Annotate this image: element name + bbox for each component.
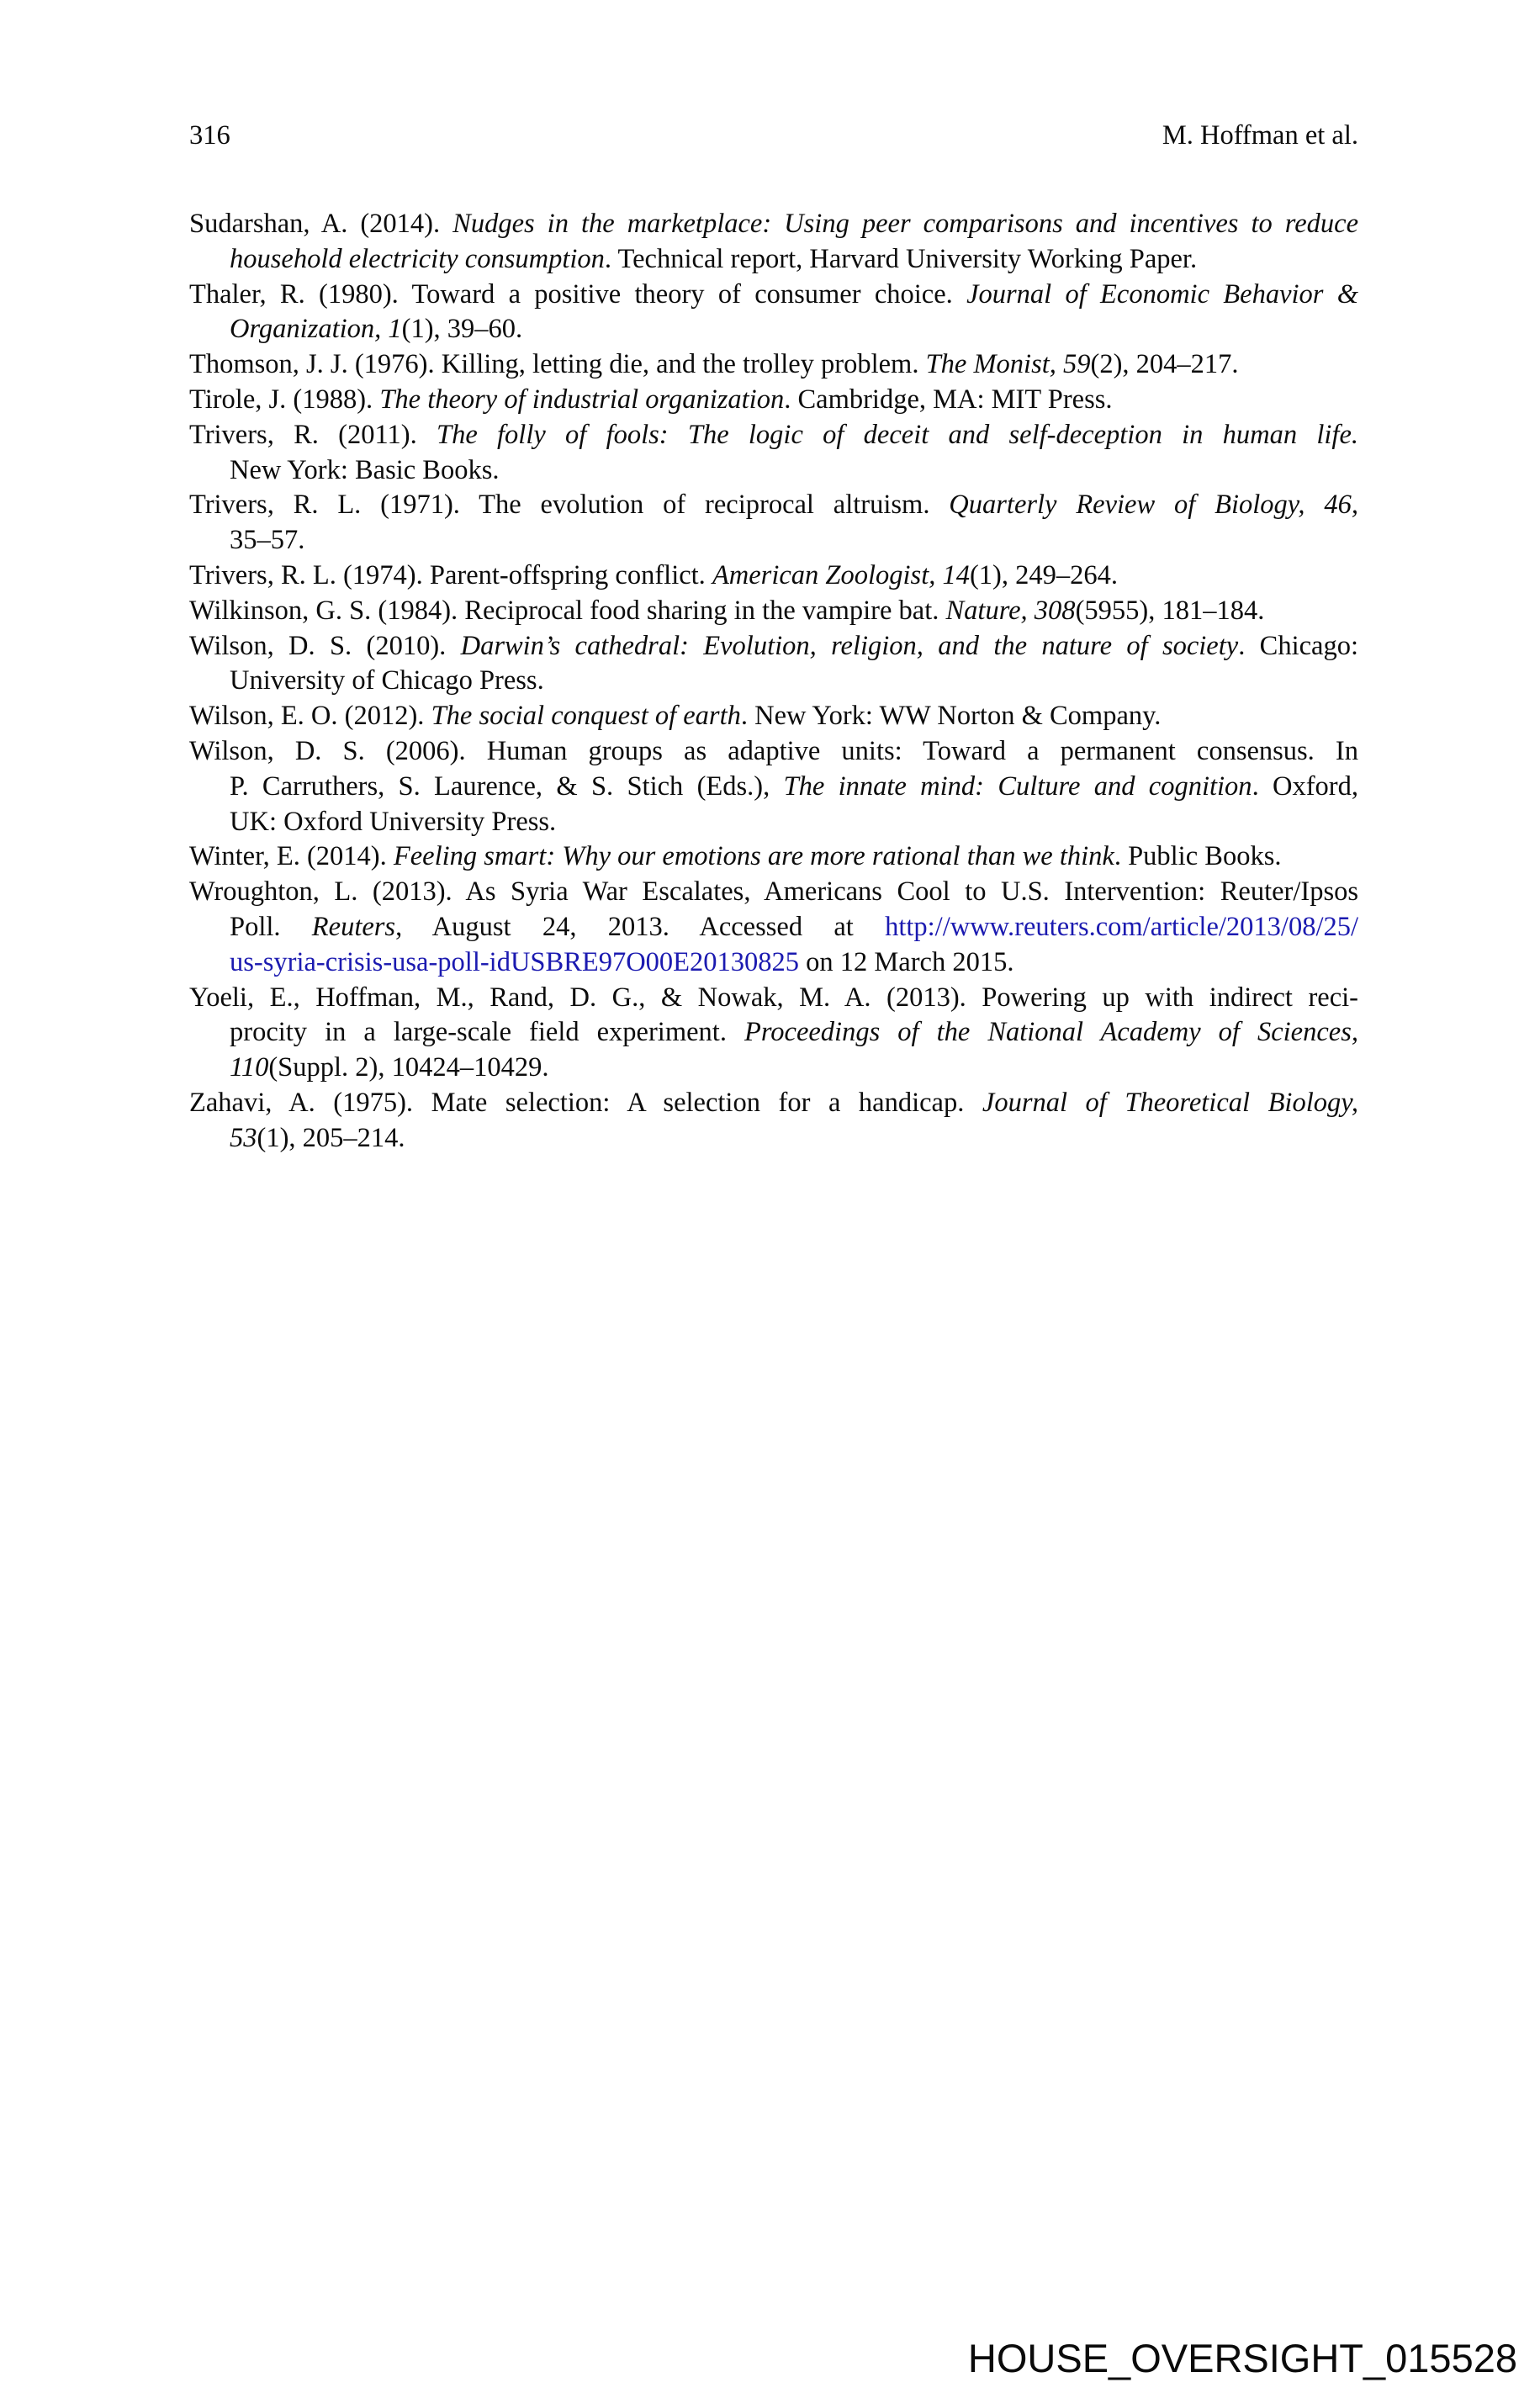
reference-text: Yoeli, E., Hoffman, M., Rand, D. G., & Nowak, M. A. (2013). Powering up with indirect reci- [189, 982, 1358, 1013]
reference-text: procity in a large-scale field experiment. [230, 1017, 744, 1048]
reference-italic-text: The theory of industrial organization [379, 384, 785, 415]
reference-entry [189, 559, 1358, 594]
reference-line [189, 629, 1358, 664]
reference-line [189, 910, 1358, 945]
reference-entry [189, 418, 1358, 489]
reference-text: Trivers, R. (2011). [189, 419, 437, 450]
reference-text: Wroughton, L. (2013). As Syria War Escalates, Americans Cool to U.S. Intervention: Reuter/Ipsos [189, 876, 1358, 908]
reference-text: 35–57. [230, 525, 305, 556]
reference-line [189, 770, 1358, 805]
reference-text: Poll. [230, 911, 312, 942]
reference-line [189, 312, 1358, 347]
reference-italic-text: The folly of fools: The logic of deceit and self-deception in human life. [437, 419, 1358, 450]
reference-line [189, 559, 1358, 594]
reference-italic-text: Organization, 1 [230, 314, 402, 345]
reference-line [189, 1121, 1358, 1157]
reference-italic-text: Reuters [311, 911, 396, 942]
reference-italic-text: Journal of Economic Behavior & [966, 278, 1358, 310]
reference-line [189, 1051, 1358, 1086]
reference-italic-text: 53 [230, 1122, 257, 1153]
reference-line [189, 839, 1358, 875]
reference-url-link[interactable]: us-syria-crisis-usa-poll-idUSBRE97O00E20130825 [230, 946, 800, 977]
reference-text: (5955), 181–184. [1075, 595, 1265, 626]
reference-line [189, 242, 1358, 278]
reference-entry [189, 383, 1358, 418]
reference-italic-text: 110 [230, 1052, 269, 1083]
running-head: M. Hoffman et al. [1162, 120, 1358, 151]
reference-line [189, 488, 1358, 523]
reference-italic-text: American Zoologist, 14 [712, 559, 970, 590]
reference-text: (1), 205–214. [257, 1122, 405, 1153]
reference-italic-text: The innate mind: Culture and cognition [783, 770, 1252, 802]
reference-text: (Suppl. 2), 10424–10429. [268, 1052, 549, 1083]
reference-text: Winter, E. (2014). [189, 841, 394, 872]
reference-text: Zahavi, A. (1975). Mate selection: A selection for a handicap. [189, 1087, 982, 1118]
reference-text: . Chicago: [1238, 630, 1358, 661]
reference-line [189, 1086, 1358, 1121]
reference-entry [189, 629, 1358, 700]
reference-italic-text: Quarterly Review of Biology, 46, [949, 490, 1358, 521]
watermark: HOUSE_OVERSIGHT_015528 [967, 2336, 1517, 2380]
reference-entry [189, 1086, 1358, 1157]
reference-italic-text: The social conquest of earth [431, 701, 741, 732]
reference-text: Trivers, R. L. (1974). Parent-offspring conflict. [189, 559, 712, 590]
reference-text: on 12 March 2015. [799, 946, 1014, 977]
reference-entry [189, 981, 1358, 1086]
reference-italic-text: Nature, 308 [945, 595, 1076, 626]
reference-url-link[interactable]: http://www.reuters.com/article/2013/08/25/ [885, 911, 1359, 942]
reference-line [189, 383, 1358, 418]
reference-text: Thaler, R. (1980). Toward a positive theory of consumer choice. [189, 278, 967, 310]
reference-entry [189, 875, 1358, 980]
reference-entry [189, 699, 1358, 734]
reference-text: University of Chicago Press. [230, 665, 544, 696]
reference-text: Wilson, D. S. (2006). Human groups as adaptive units: Toward a permanent consensus. In [189, 735, 1358, 766]
reference-italic-text: The Monist, 59 [925, 349, 1091, 380]
reference-text: (2), 204–217. [1090, 349, 1239, 380]
reference-entry [189, 594, 1358, 629]
reference-text: . New York: WW Norton & Company. [740, 701, 1162, 732]
reference-line [189, 347, 1358, 383]
reference-entry [189, 207, 1358, 278]
reference-line [189, 981, 1358, 1016]
reference-text: Tirole, J. (1988). [189, 384, 380, 415]
references-list [189, 207, 1358, 1157]
reference-text: Wilson, D. S. (2010). [189, 630, 461, 661]
reference-entry [189, 734, 1358, 839]
page-number: 316 [189, 120, 230, 151]
reference-text: UK: Oxford University Press. [230, 806, 557, 837]
reference-line [189, 594, 1358, 629]
reference-text: . Oxford, [1252, 770, 1358, 802]
reference-entry [189, 839, 1358, 875]
reference-text: (1), 39–60. [401, 314, 523, 345]
reference-line [189, 734, 1358, 770]
reference-italic-text: Proceedings of the National Academy of Sciences, [744, 1017, 1358, 1048]
reference-italic-text: Feeling smart: Why our emotions are more rational than we think [393, 841, 1114, 872]
reference-line [189, 1015, 1358, 1051]
reference-text: . Technical report, Harvard University Working Paper. [604, 243, 1198, 274]
reference-italic-text: Darwin’s cathedral: Evolution, religion, and the nature of society [460, 630, 1239, 661]
reference-text: P. Carruthers, S. Laurence, & S. Stich (Eds.), [230, 770, 784, 802]
reference-line [189, 207, 1358, 242]
reference-text: New York: Basic Books. [230, 454, 500, 485]
reference-text: Wilson, E. O. (2012). [189, 701, 431, 732]
reference-line [189, 664, 1358, 699]
reference-line [189, 945, 1358, 981]
reference-line [189, 805, 1358, 840]
reference-text: . Public Books. [1114, 841, 1282, 872]
reference-text: , August 24, 2013. Accessed at [395, 911, 886, 942]
reference-entry [189, 278, 1358, 348]
reference-entry [189, 347, 1358, 383]
reference-italic-text: Nudges in the marketplace: Using peer comparisons and incentives to reduce [452, 209, 1358, 239]
reference-italic-text: Journal of Theoretical Biology, [982, 1087, 1358, 1118]
reference-text: Wilkinson, G. S. (1984). Reciprocal food sharing in the vampire bat. [189, 595, 946, 626]
reference-line [189, 875, 1358, 910]
reference-text: Sudarshan, A. (2014). [189, 209, 453, 239]
reference-line [189, 418, 1358, 453]
reference-line [189, 699, 1358, 734]
reference-text: . Cambridge, MA: MIT Press. [784, 384, 1113, 415]
reference-text: Trivers, R. L. (1971). The evolution of reciprocal altruism. [189, 490, 950, 521]
reference-entry [189, 488, 1358, 559]
reference-line [189, 278, 1358, 313]
reference-text: (1), 249–264. [969, 559, 1119, 590]
reference-line [189, 523, 1358, 559]
page-header [189, 119, 1358, 154]
reference-line [189, 453, 1358, 489]
reference-italic-text: household electricity consumption [230, 243, 605, 274]
reference-text: Thomson, J. J. (1976). Killing, letting die, and the trolley problem. [189, 349, 926, 380]
